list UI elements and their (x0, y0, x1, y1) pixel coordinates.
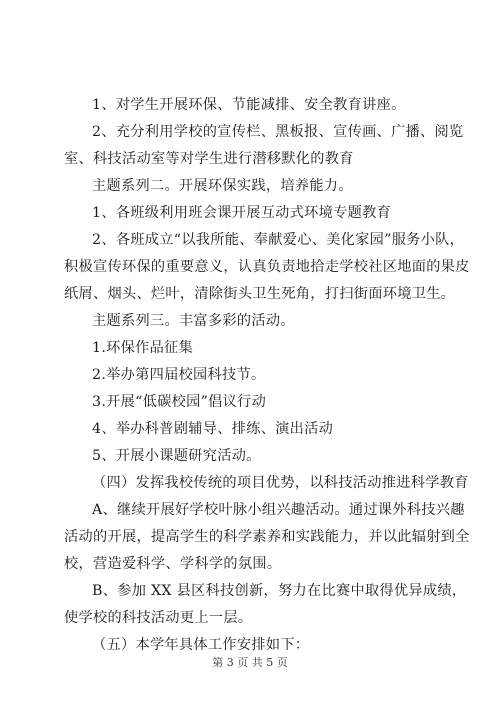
text-line: 使学校的科技活动更上一层。 (64, 610, 253, 626)
text-line: 1.环保作品征集 (92, 340, 194, 356)
section-heading: 主题系列二。开展环保实践，培养能力。 (92, 178, 353, 194)
text-line: 积极宣传环保的重要意义，认真负责地拾走学校社区地面的果皮 (64, 259, 470, 275)
text-line: 2、充分利用学校的宣传栏、黑板报、宣传画、广播、阅览 (92, 124, 464, 140)
text-line: 2、各班成立“以我所能、奉献爱心、美化家园”服务小队， (92, 232, 465, 248)
section-heading: （五）本学年具体工作安排如下： (92, 637, 310, 653)
text-line: 室、科技活动室等对学生进行潜移默化的教育 (64, 151, 354, 167)
text-line: 3.开展“低碳校园”倡议行动 (92, 394, 267, 410)
section-heading: （四）发挥我校传统的项目优势，以科技活动推进科学教育 (92, 475, 469, 491)
section-heading: 主题系列三。丰富多彩的活动。 (92, 313, 295, 329)
text-line: 1、各班级利用班会课开展互动式环境专题教育 (92, 205, 392, 221)
text-line: 1、对学生开展环保、节能减排、安全教育讲座。 (92, 97, 406, 113)
text-line: A、继续开展好学校叶脉小组兴趣活动。通过课外科技兴趣 (92, 502, 465, 518)
text-line: 2.举办第四届校园科技节。 (92, 367, 266, 383)
text-line: 4、举办科普剧辅导、排练、演出活动 (92, 421, 334, 437)
page-number-footer: 第 3 页 共 5 页 (212, 656, 288, 669)
text-line: 纸屑、烟头、烂叶，清除街头卫生死角，打扫街面环境卫生。 (64, 286, 456, 302)
text-line: 活动的开展，提高学生的科学素养和实践能力，并以此辐射到全 (64, 529, 470, 545)
text-line: 校，营造爱科学、学科学的氛围。 (64, 556, 282, 572)
text-line: 5、开展小课题研究活动。 (92, 448, 261, 464)
text-line: B、参加 XX 县区科技创新，努力在比赛中取得优异成绩， (92, 583, 467, 599)
